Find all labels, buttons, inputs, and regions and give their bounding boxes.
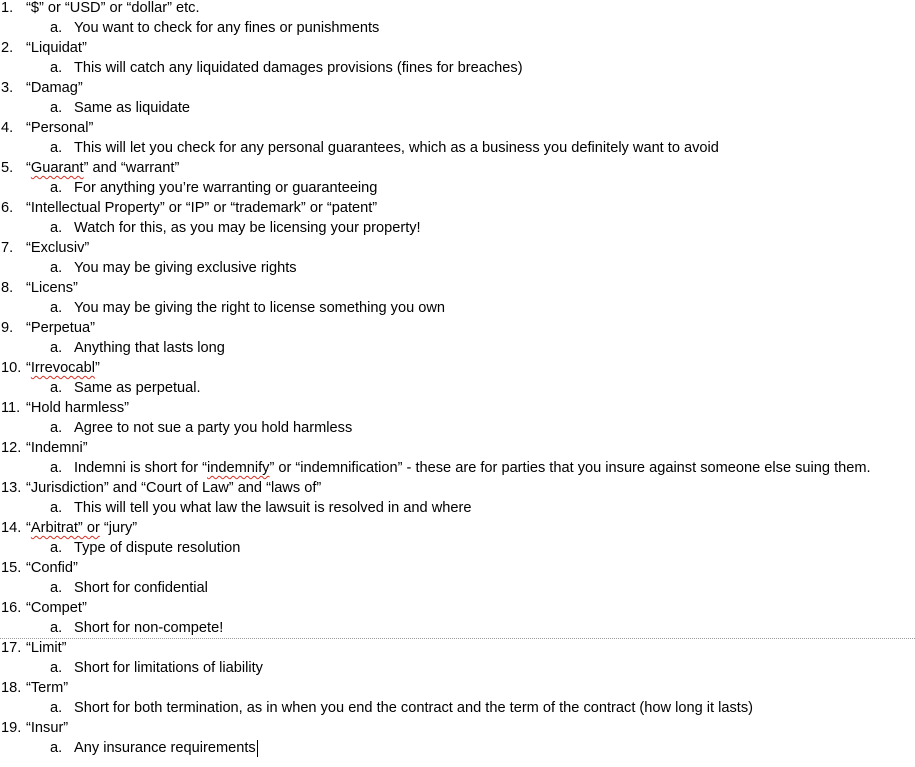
sub-list-item-letter: a. (50, 100, 63, 116)
list-item-text (26, 198, 377, 218)
sub-list-item-letter: a. (50, 580, 63, 596)
sub-list-item-letter: a. (50, 420, 63, 436)
text-segment: “Jurisdiction” and “Court of Law” and “laws of” (26, 480, 322, 496)
sub-list-item-letter: a. (50, 500, 63, 516)
list-item-text (26, 0, 200, 18)
text-segment: “Perpetua” (26, 320, 95, 336)
text-segment: ” or “indemnification” - these are for parties that you insure against someone else suing them. (269, 460, 871, 476)
text-segment: Short for limitations of liability (74, 660, 263, 676)
text-segment: Watch for this, as you may be licensing your property! (74, 220, 421, 236)
text-segment: Short for non-compete! (74, 620, 224, 636)
text-segment: Indemni is short for “ (74, 460, 208, 476)
list-item-number: 8. (1, 280, 14, 296)
sub-list-item-letter: a. (50, 740, 63, 756)
sub-list-item-letter: a. (50, 700, 63, 716)
sub-list-item-text (74, 538, 240, 558)
misspelled-word[interactable]: Arbitrat” or (30, 520, 100, 536)
sub-list-item-text (74, 18, 379, 38)
list-item-number: 7. (1, 240, 14, 256)
list-item-text (26, 78, 83, 98)
sub-list-item-letter: a. (50, 660, 63, 676)
sub-list-item-text (74, 378, 201, 398)
list-item-number: 1. (1, 0, 14, 16)
sub-list-item-letter: a. (50, 60, 63, 76)
list-item-text (26, 38, 87, 58)
list-item-text (26, 278, 78, 298)
text-segment: Short for confidential (74, 580, 208, 596)
list-item-number: 16. (1, 600, 22, 616)
text-segment: “$” or “USD” or “dollar” etc. (26, 0, 200, 16)
text-segment: “Damag” (26, 80, 83, 96)
sub-list-item-letter: a. (50, 20, 63, 36)
list-item-text (26, 638, 67, 658)
sub-list-item-letter: a. (50, 380, 63, 396)
text-segment: ” and “warrant” (83, 160, 180, 176)
list-item-text (26, 558, 78, 578)
sub-list-item-text (74, 298, 445, 318)
list-item-text (26, 238, 89, 258)
text-segment: “Indemni” (26, 440, 88, 456)
text-segment: “Limit” (26, 640, 67, 656)
page-break-line (0, 638, 915, 639)
list-item-number: 14. (1, 520, 22, 536)
list-item-number: 2. (1, 40, 14, 56)
text-segment: You want to check for any fines or punishments (74, 20, 380, 36)
list-item-number: 3. (1, 80, 14, 96)
text-segment: “ (26, 360, 31, 376)
text-segment: You may be giving exclusive rights (74, 260, 297, 276)
list-item-number: 6. (1, 200, 14, 216)
text-segment: “Exclusiv” (26, 240, 90, 256)
text-segment: “Personal” (26, 120, 94, 136)
text-cursor (257, 740, 258, 757)
text-segment: “Confid” (26, 560, 78, 576)
text-segment: “jury” (99, 520, 138, 536)
text-segment: “Insur” (26, 720, 69, 736)
text-segment: ” (94, 360, 100, 376)
text-segment: This will let you check for any personal guarantees, which as a business you definitely want to avoid (74, 140, 719, 156)
text-segment: “Term” (26, 680, 69, 696)
list-item-number: 10. (1, 360, 22, 376)
sub-list-item-text (74, 178, 377, 198)
list-item-text (26, 718, 68, 738)
sub-list-item-text (74, 98, 190, 118)
sub-list-item-text (74, 458, 871, 478)
text-segment: Same as liquidate (74, 100, 191, 116)
misspelled-word[interactable]: indemnify (207, 460, 270, 476)
misspelled-word[interactable]: Guarant (30, 160, 84, 176)
list-item-text (26, 478, 321, 498)
list-item-number: 11. (1, 400, 21, 416)
sub-list-item-letter: a. (50, 340, 63, 356)
list-item-text (26, 598, 87, 618)
list-item-number: 18. (1, 680, 22, 696)
sub-list-item-letter: a. (50, 460, 63, 476)
sub-list-item-text (74, 738, 256, 758)
list-item-text (26, 398, 129, 418)
sub-list-item-text (74, 138, 719, 158)
sub-list-item-letter: a. (50, 260, 63, 276)
list-item-text (26, 678, 68, 698)
sub-list-item-letter: a. (50, 300, 63, 316)
list-item-number: 9. (1, 320, 14, 336)
sub-list-item-letter: a. (50, 180, 63, 196)
sub-list-item-letter: a. (50, 220, 63, 236)
text-segment: Type of dispute resolution (74, 540, 241, 556)
list-item-number: 4. (1, 120, 14, 136)
list-item-text (26, 358, 100, 378)
sub-list-item-text (74, 418, 352, 438)
text-segment: Short for both termination, as in when you end the contract and the term of the contract (how long it lasts) (74, 700, 753, 716)
sub-list-item-text (74, 58, 523, 78)
sub-list-item-letter: a. (50, 540, 63, 556)
sub-list-item-text (74, 498, 471, 518)
text-segment: Same as perpetual. (74, 380, 201, 396)
text-segment: For anything you’re warranting or guaranteeing (74, 180, 378, 196)
sub-list-item-text (74, 618, 223, 638)
list-item-number: 19. (1, 720, 22, 736)
text-segment: Agree to not sue a party you hold harmless (74, 420, 353, 436)
sub-list-item-letter: a. (50, 620, 63, 636)
sub-list-item-text (74, 578, 208, 598)
text-segment: This will tell you what law the lawsuit is resolved in and where (74, 500, 472, 516)
list-item-text (26, 518, 137, 538)
list-item-text (26, 158, 179, 178)
text-segment: Any insurance requirements (74, 740, 256, 756)
text-segment: Anything that lasts long (74, 340, 225, 356)
text-segment: This will catch any liquidated damages provisions (fines for breaches) (74, 60, 523, 76)
list-item-number: 5. (1, 160, 14, 176)
text-segment: “Hold harmless” (26, 400, 129, 416)
list-item-text (26, 118, 93, 138)
list-item-number: 15. (1, 560, 22, 576)
list-item-number: 17. (1, 640, 22, 656)
text-segment: “ (26, 160, 31, 176)
list-item-number: 12. (1, 440, 22, 456)
text-segment: “Compet” (26, 600, 87, 616)
misspelled-word[interactable]: Irrevocabl (30, 360, 95, 376)
sub-list-item-text (74, 258, 297, 278)
text-segment: “Intellectual Property” or “IP” or “trademark” or “patent” (26, 200, 378, 216)
sub-list-item-text (74, 658, 263, 678)
list-item-text (26, 438, 88, 458)
text-segment: “Liquidat” (26, 40, 87, 56)
sub-list-item-text (74, 698, 753, 718)
text-segment: You may be giving the right to license something you own (74, 300, 446, 316)
sub-list-item-text (74, 338, 225, 358)
list-item-number: 13. (1, 480, 22, 496)
text-segment: “Licens” (26, 280, 78, 296)
sub-list-item-letter: a. (50, 140, 63, 156)
sub-list-item-text (74, 218, 421, 238)
list-item-text (26, 318, 95, 338)
text-segment: “ (26, 520, 31, 536)
